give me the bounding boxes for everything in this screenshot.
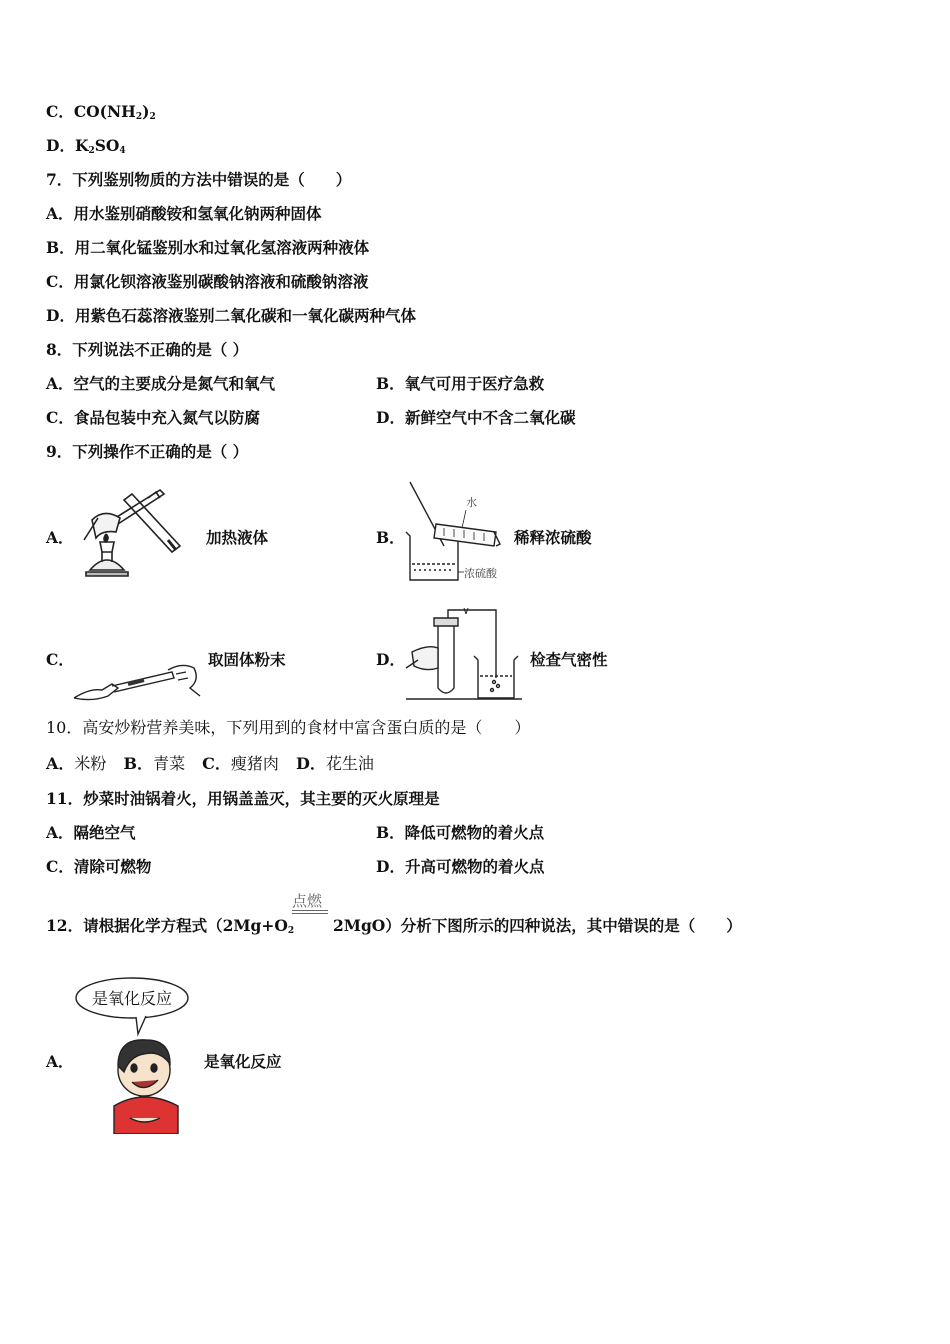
q7-option-a: A．用水鉴别硝酸铵和氢氧化钠两种固体 xyxy=(46,204,322,223)
q8-stem: 8．下列说法不正确的是（ ） xyxy=(46,340,249,359)
q10-d-label: D． xyxy=(296,754,326,773)
q11-option-d: D．升高可燃物的着火点 xyxy=(376,857,545,876)
q9-c-caption: 取固体粉末 xyxy=(208,650,286,669)
airtightness-figure xyxy=(404,608,522,700)
q9-d-caption: 检查气密性 xyxy=(530,650,608,669)
q9-c-label: C． xyxy=(46,650,74,669)
q10-c-label: C． xyxy=(202,754,231,773)
q8-option-c: C．食品包装中充入氮气以防腐 xyxy=(46,408,260,427)
q12-a-bubble: 是氧化反应 xyxy=(92,989,173,1008)
q9-b-caption: 稀释浓硫酸 xyxy=(514,528,592,547)
q9-b-fig-acid: 浓硫酸 xyxy=(464,567,497,580)
q7-option-b: B．用二氧化锰鉴别水和过氧化氢溶液两种液体 xyxy=(46,238,370,257)
q10-a-label: A． xyxy=(46,754,75,773)
q8-option-a: A．空气的主要成分是氮气和氧气 xyxy=(46,374,276,393)
q8-option-b: B．氧气可用于医疗急救 xyxy=(376,374,545,393)
q9-d-label: D． xyxy=(376,650,405,669)
q11-option-b: B．降低可燃物的着火点 xyxy=(376,823,545,842)
q11-stem: 11．炒菜时油锅着火，用锅盖盖灭，其主要的灭火原理是 xyxy=(46,789,440,808)
q9-a-caption: 加热液体 xyxy=(206,528,269,547)
q6-c-label: C． xyxy=(46,102,74,121)
q12-condition: 点燃 xyxy=(292,892,323,910)
q7-option-d: D．用紫色石蕊溶液鉴别二氧化碳和一氧化碳两种气体 xyxy=(46,306,416,325)
q7-option-c: C．用氯化钡溶液鉴别碳酸钠溶液和硫酸钠溶液 xyxy=(46,272,369,291)
q10-stem: 10．高安炒粉营养美味，下列用到的食材中富含蛋白质的是（ ） xyxy=(46,718,531,737)
q12-arrow-line-1 xyxy=(292,910,328,911)
q9-a-label: A． xyxy=(46,528,74,547)
q6-option-d: D．$K_2SO_4$ xyxy=(46,136,126,156)
q9-b-fig-water: 水 xyxy=(466,496,477,509)
q10-d: 花生油 xyxy=(325,754,374,773)
q9-stem: 9．下列操作不正确的是（ ） xyxy=(46,442,249,461)
q7-stem: 7．下列鉴别物质的方法中错误的是（ ） xyxy=(46,170,352,189)
q10-a: 米粉 xyxy=(74,754,107,773)
q10-b: 青菜 xyxy=(153,754,186,773)
solid-powder-figure xyxy=(72,658,202,704)
q6-option-c: C．$CO(NH_2)_2$ xyxy=(46,102,156,122)
heating-liquid-figure xyxy=(72,480,192,584)
q9-b-label: B． xyxy=(376,528,405,547)
q12-a-caption: 是氧化反应 xyxy=(204,1052,282,1071)
q11-option-a: A．隔绝空气 xyxy=(46,823,136,842)
q12-a-label: A． xyxy=(46,1052,74,1071)
q12-stem-post: 2MgO）分析下图所示的四种说法，其中错误的是（ ） xyxy=(333,916,742,935)
q12-arrow-line-2 xyxy=(292,913,328,914)
q10-options xyxy=(46,754,374,774)
q12-stem-pre: 12．请根据化学方程式（$2Mg+O_2$ xyxy=(46,916,295,936)
q6-d-label: D． xyxy=(46,136,75,155)
q11-option-c: C．清除可燃物 xyxy=(46,857,152,876)
q8-option-d: D．新鲜空气中不含二氧化碳 xyxy=(376,408,576,427)
q10-c: 瘦猪肉 xyxy=(230,754,279,773)
q10-b-label: B． xyxy=(123,754,154,773)
